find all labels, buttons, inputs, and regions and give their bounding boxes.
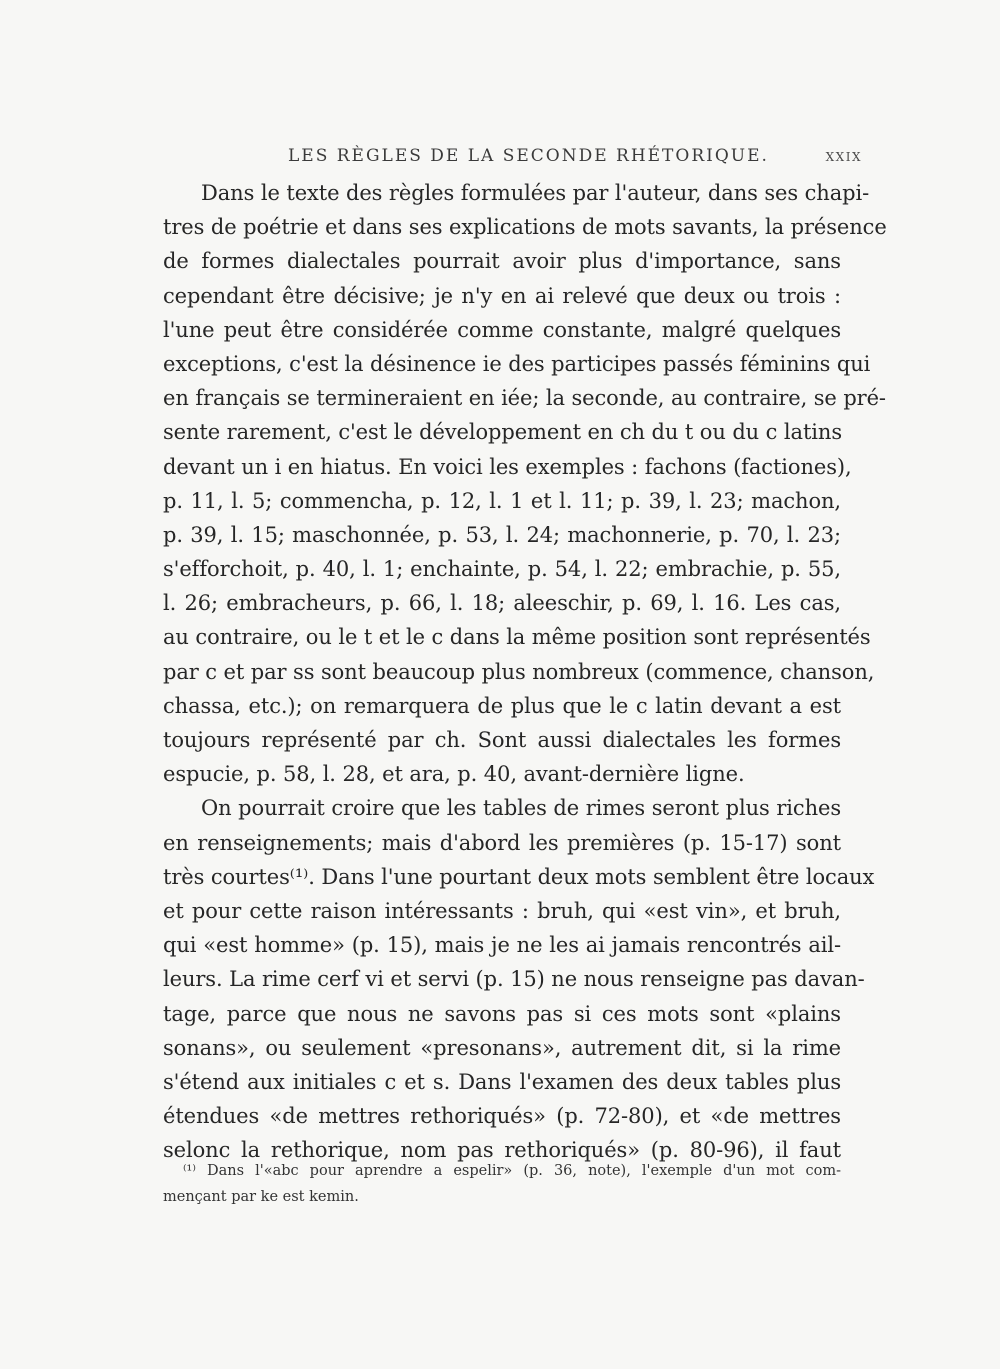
text-line: en renseignements; mais d'abord les premières (p. 15-17) sont <box>163 830 841 855</box>
text-line: en français se termineraient en iée; la seconde, au contraire, se pré- <box>163 386 886 411</box>
text-line: l. 26; embracheurs, p. 66, l. 18; aleeschir, p. 69, l. 16. Les cas, <box>163 591 841 616</box>
text-line: sonans», ou seulement «presonans», autrement dit, si la rime <box>163 1035 841 1060</box>
text-line: l'une peut être considérée comme constante, malgré quelques <box>163 317 841 342</box>
body-text <box>163 176 887 1167</box>
footnotes <box>163 1158 841 1210</box>
text-line: très courtes⁽¹⁾. Dans l'une pourtant deux mots semblent être locaux <box>163 864 875 889</box>
text-line: de formes dialectales pourrait avoir plus d'importance, sans <box>163 249 841 274</box>
text-line: s'étend aux initiales c et s. Dans l'examen des deux tables plus <box>163 1069 841 1094</box>
text-line: tage, parce que nous ne savons pas si ces mots sont «plains <box>163 1001 841 1026</box>
text-line: cependant être décisive; je n'y en ai relevé que deux ou trois : <box>163 283 841 308</box>
footnote-line: mençant par ke est kemin. <box>163 1189 359 1205</box>
text-line: exceptions, c'est la désinence ie des participes passés féminins qui <box>163 351 871 376</box>
page-number: XXIX <box>825 150 862 164</box>
text-line: Dans le texte des règles formulées par l'auteur, dans ses chapi- <box>201 181 870 205</box>
text-line: espucie, p. 58, l. 28, et ara, p. 40, avant-dernière ligne. <box>163 762 745 787</box>
text-line: étendues «de mettres rethoriqués» (p. 72-80), et «de mettres <box>163 1104 841 1129</box>
text-line: On pourrait croire que les tables de rimes seront plus riches <box>201 796 841 821</box>
text-line: chassa, etc.); on remarquera de plus que le c latin devant a est <box>163 693 841 718</box>
text-line: selonc la rethorique, nom pas rethoriqués» (p. 80-96), il faut <box>163 1138 841 1163</box>
text-line: p. 39, l. 15; maschonnée, p. 53, l. 24; machonnerie, p. 70, l. 23; <box>163 522 841 547</box>
footnote-line: ⁽¹⁾ Dans l'«abc pour aprendre a espelir» (p. 36, note), l'exemple d'un mot com- <box>183 1163 841 1179</box>
text-line: sente rarement, c'est le développement en ch du t ou du c latins <box>163 420 843 445</box>
running-head-title: LES RÈGLES DE LA SECONDE RHÉTORIQUE. <box>288 146 769 166</box>
text-line: et pour cette raison intéressants : bruh, qui «est vin», et bruh, <box>163 898 841 923</box>
text-line: leurs. La rime cerf vi et servi (p. 15) ne nous renseigne pas davan- <box>163 967 865 992</box>
running-head <box>162 142 862 172</box>
text-line: p. 11, l. 5; commencha, p. 12, l. 1 et l. 11; p. 39, l. 23; machon, <box>163 488 841 513</box>
text-line: par c et par ss sont beaucoup plus nombreux (commence, chanson, <box>163 659 875 684</box>
text-line: s'efforchoit, p. 40, l. 1; enchainte, p. 54, l. 22; embrachie, p. 55, <box>163 557 841 582</box>
text-line: toujours représenté par ch. Sont aussi dialectales les formes <box>163 728 841 752</box>
text-line: tres de poétrie et dans ses explications de mots savants, la présence <box>163 215 887 240</box>
text-line: qui «est homme» (p. 15), mais je ne les ai jamais rencontrés ail- <box>163 933 841 958</box>
text-line: au contraire, ou le t et le c dans la même position sont représentés <box>163 625 871 650</box>
text-line: devant un i en hiatus. En voici les exemples : fachons (factiones), <box>163 454 852 479</box>
